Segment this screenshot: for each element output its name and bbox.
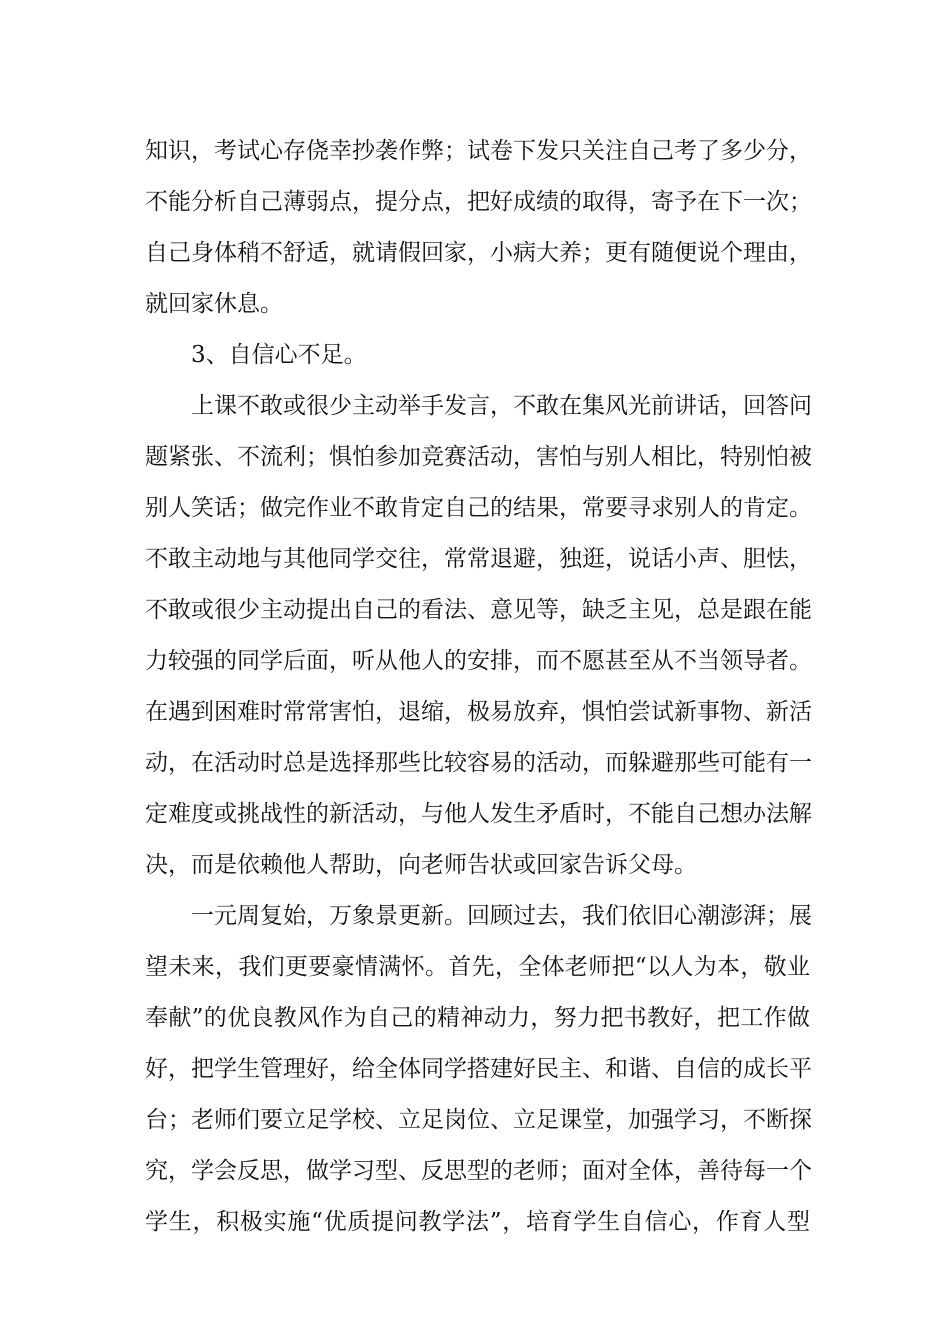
text-line: 力较强的同学后面，听从他人的安排，而不愿甚至从不当领导者。 bbox=[145, 648, 812, 674]
text-line: 决，而是依赖他人帮助，向老师告状或回家告诉父母。 bbox=[145, 852, 697, 878]
text-line: 奉献”的优良教风作为自己的精神动力，努力把书教好，把工作做 bbox=[145, 1005, 810, 1031]
text-line: 题紧张、不流利；惧怕参加竞赛活动，害怕与别人相比，特别怕被 bbox=[145, 444, 812, 470]
text-line: 一元周复始，万象景更新。回顾过去，我们依旧心潮澎湃；展 bbox=[191, 903, 812, 929]
text-line: 学生，积极实施“优质提问教学法”，培育学生自信心，作育人型 bbox=[145, 1209, 810, 1235]
body-text bbox=[145, 126, 810, 1248]
section-heading: 3、自信心不足。 bbox=[191, 342, 367, 368]
text-line: 不能分析自己薄弱点，提分点，把好成绩的取得，寄予在下一次； bbox=[145, 189, 812, 215]
text-line: 台；老师们要立足学校、立足岗位、立足课堂，加强学习，不断探 bbox=[145, 1107, 812, 1133]
text-line: 定难度或挑战性的新活动，与他人发生矛盾时，不能自己想办法解 bbox=[145, 801, 812, 827]
text-line: 不敢或很少主动提出自己的看法、意见等，缺乏主见，总是跟在能 bbox=[145, 597, 812, 623]
text-line: 别人笑话；做完作业不敢肯定自己的结果，常要寻求别人的肯定。 bbox=[145, 495, 812, 521]
text-line: 在遇到困难时常常害怕，退缩，极易放弃，惧怕尝试新事物、新活 bbox=[145, 699, 812, 725]
text-line: 自己身体稍不舒适，就请假回家，小病大养；更有随便说个理由， bbox=[145, 240, 812, 266]
text-line: 动，在活动时总是选择那些比较容易的活动，而躲避那些可能有一 bbox=[145, 750, 812, 776]
text-line: 上课不敢或很少主动举手发言，不敢在集风光前讲话，回答问 bbox=[191, 393, 812, 419]
text-line: 望未来，我们更要豪情满怀。首先，全体老师把“以人为本，敬业 bbox=[145, 954, 810, 980]
text-line: 知识，考试心存侥幸抄袭作弊；试卷下发只关注自己考了多少分， bbox=[145, 138, 812, 164]
text-line: 好，把学生管理好，给全体同学搭建好民主、和谐、自信的成长平 bbox=[145, 1056, 812, 1082]
text-line: 不敢主动地与其他同学交往，常常退避，独逛，说话小声、胆怯， bbox=[145, 546, 812, 572]
text-line: 就回家休息。 bbox=[145, 291, 283, 317]
text-line: 究，学会反思，做学习型、反思型的老师；面对全体，善待每一个 bbox=[145, 1158, 812, 1184]
